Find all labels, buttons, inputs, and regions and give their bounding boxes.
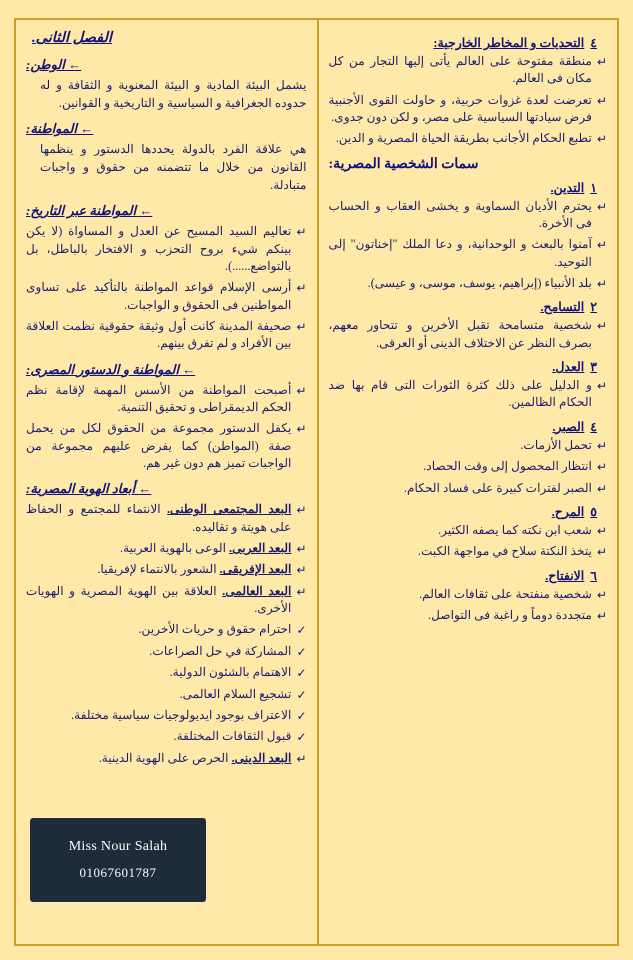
bullet-icon: ↵ bbox=[296, 320, 307, 335]
bullet-icon: ↵ bbox=[296, 751, 307, 766]
arrow-icon: ← bbox=[68, 57, 82, 72]
arrow-icon: ← bbox=[80, 121, 94, 137]
bullet-icon: ↵ bbox=[596, 523, 607, 538]
list-item: ↵ انتظار المحصول إلى وقت الحصاد. bbox=[329, 458, 608, 475]
list-item: ✓ الاهتمام بالشئون الدولية. bbox=[26, 664, 307, 681]
list-item: ✓ الاعتراف بوجود ايديولوجيات سياسية مختلفة. bbox=[26, 707, 307, 724]
trait-points-2 bbox=[329, 317, 608, 352]
list-item: ↵ و الدليل على ذلك كثرة الثورات التى قام بها ضد الحكام الظالمين. bbox=[328, 378, 607, 410]
trait-heading-5: ٥ المرح. bbox=[551, 504, 597, 519]
bullet-icon: ↵ bbox=[596, 277, 607, 292]
section-heading-history: ← المواطنة عبر التاريخ: bbox=[26, 203, 153, 219]
trait-heading-4: ٤ الصبر. bbox=[552, 419, 597, 434]
arrow-icon: ← bbox=[139, 203, 153, 219]
bullet-icon: ↵ bbox=[596, 319, 607, 334]
list-item: ↵ البعد المجتمعى الوطنى. الانتماء للمجتمع و الحفاظ على هويتة و تقاليده. bbox=[26, 502, 307, 534]
list-item: ↵ الصبر لفترات كبيرة على فساد الحكام. bbox=[329, 480, 608, 497]
bullet-icon: ↵ bbox=[596, 238, 607, 253]
bullet-icon: ↵ bbox=[296, 584, 307, 599]
bullet-icon: ↵ bbox=[596, 587, 607, 602]
list-item: ✓ تشجيع السلام العالمى. bbox=[26, 686, 307, 703]
bullet-icon: ↵ bbox=[596, 132, 607, 147]
list-item: ✓ احترام حقوق و حريات الأخرين. bbox=[26, 621, 307, 638]
list-item: ↵ تعاليم السيد المسيح عن العدل و المساواة (لا يكن بينكم شيء بروح التحزب و الافتخار بالباطل، بل بالتواضع......). bbox=[26, 224, 307, 274]
trait-heading-6: ٦ الانفتاح. bbox=[545, 568, 597, 583]
list-item: ↵ البعد العالمى. العلاقة بين الهوية المصرية و الهويات الأخرى. bbox=[26, 583, 307, 616]
list-item: ↵ صحيفة المدينة كانت أول وثيقة حقوقية نظمت العلاقة بين الأفراد و لم تفرق بينهم. bbox=[26, 319, 307, 351]
bullet-icon: ↵ bbox=[296, 422, 307, 437]
list-item: ✓ قبول الثقافات المختلفة. bbox=[26, 728, 307, 745]
list-item: ↵ بلد الأنبياء (إبراهيم، يوسف، موسى، و عيسى). bbox=[329, 275, 608, 292]
bullet-icon: ↵ bbox=[296, 563, 307, 578]
bullet-icon: ↵ bbox=[596, 545, 607, 560]
bullet-icon: ↵ bbox=[596, 93, 607, 108]
trait-heading-3: ٣ العدل. bbox=[552, 360, 597, 375]
list-item: ↵ منطقة مفتوحة على العالم يأتى إليها التجار من كل مكان فى العالم. bbox=[328, 54, 607, 86]
identity-last-list bbox=[26, 750, 307, 767]
check-icon: ✓ bbox=[296, 666, 307, 681]
bullet-icon: ↵ bbox=[296, 503, 307, 518]
constitution-list bbox=[26, 382, 307, 473]
list-item: ✓ المشاركة في حل الصراعات. bbox=[26, 643, 307, 660]
arrow-icon: ← bbox=[138, 481, 152, 497]
list-item: ↵ يكفل الدستور مجموعة من الحقوق لكل من يحمل صفة (المواطن) كما يفرض عليهم مجموعة من الواجبات تميز هم دون غير هم. bbox=[26, 421, 307, 471]
section-heading-muwatana: ← المواطنة: bbox=[26, 121, 94, 137]
section-heading-identity: ← أبعاد الهوية المصرية: bbox=[26, 481, 152, 497]
section-heading-constitution: ← المواطنة و الدستور المصرى: bbox=[26, 361, 196, 377]
list-item: ↵ متجددة دوماً و راغبة فى التواصل. bbox=[329, 607, 608, 624]
section-label: التحديات و المخاطر الخارجية: bbox=[433, 36, 585, 50]
bullet-icon: ↵ bbox=[596, 55, 607, 69]
bullet-icon: ↵ bbox=[596, 481, 607, 496]
list-item: ↵ شخصية منفتحة على ثقافات العالم. bbox=[329, 586, 608, 603]
section-challenges-heading bbox=[329, 35, 598, 51]
list-item: ↵ البعد العربى. الوعى بالهوية العربية. bbox=[26, 540, 307, 557]
check-icon: ✓ bbox=[296, 644, 307, 659]
history-list bbox=[26, 223, 307, 352]
list-item: ↵ تطبع الحكام الأجانب بطريقة الحياة المصرية و الدين. bbox=[329, 130, 608, 147]
trait-heading-1: ١ التدين. bbox=[550, 180, 597, 195]
list-item: ↵ يحترم الأديان السماوية و يخشى العقاب و الحساب فى الأخرة. bbox=[328, 198, 607, 231]
check-icon: ✓ bbox=[296, 687, 307, 702]
tick-list bbox=[26, 621, 307, 745]
page-title: الفصل الثانى. bbox=[32, 30, 112, 46]
trait-points-5 bbox=[329, 522, 608, 561]
bullet-icon: ↵ bbox=[596, 438, 607, 453]
two-column-sheet bbox=[14, 18, 619, 946]
identity-list bbox=[26, 501, 307, 617]
section-body-muwatana: هي علاقة الفرد بالدولة يحددها الدستور و ينظمها القانون من خلال ما تتضمنه من حقوق و واجبات متبادلة. bbox=[40, 142, 307, 192]
list-item: ↵ البعد الدينى. الحرص على الهوية الدينية. bbox=[26, 750, 307, 767]
trait-points-1 bbox=[329, 198, 608, 293]
bullet-icon: ↵ bbox=[596, 609, 607, 624]
section-number: ٤ bbox=[590, 36, 597, 50]
bullet-icon: ↵ bbox=[296, 281, 307, 296]
challenges-list bbox=[329, 53, 608, 148]
list-item: ↵ تحمل الأزمات. bbox=[329, 437, 608, 454]
bullet-icon: ↵ bbox=[596, 199, 607, 214]
list-item: ↵ تعرضت لعدة غزوات حربية، و حاولت القوى الأجنبية فرض سيادتها السياسية على مصر، و لكن دون جدوى. bbox=[328, 92, 607, 124]
trait-heading-2: ٢ التسامح. bbox=[540, 300, 597, 315]
bullet-icon: ↵ bbox=[596, 379, 607, 394]
check-icon: ✓ bbox=[296, 709, 307, 724]
right-column: ٤ التحديات و المخاطر الخارجية: ↵ منطقة مفتوحة على العالم يأتى إليها التجار من كل مكان فى العالم. ↵ تعرضت لعدة غزوات حربية، و حاولت القوى الأجنبية فرض سيادتها السياسية على مصر، و لكن دون جدوى. ↵ تطبع الحكام الأجانب بطريقة الحياة المصرية و الدين. سمات الشخصية المصرية: ١ التدين. ↵ يحترم الأديان السماوية و يخشى العقاب و الحساب فى الأخرة. ↵ آمنوا بالبعث و الوحدانية، و دعا الملك "إخناتون" إلى التوحيد. ↵ بلد الأنبياء (إبراهيم، يوسف، موسى، و عيسى). ٢ التسامح. ↵ شخصية متسامحة تقبل الأخرين و تتحاور معهم، بصرف النظر عن الاختلاف الدينى أو العرقى. ٣ العدل. ↵ و الدليل على ذلك كثرة الثورات التى قام بها ضد الحكام الظالمين. ٤ الصبر. ↵ تحمل الأزمات. ↵ انتظار المحصول إلى وقت الحصاد. ↵ الصبر لفترات كبيرة على فساد الحكام. ٥ المرح. ↵ شعب ابن نكته كما يصفه الكثير. ↵ يتخذ النكتة سلاح في مواجهة الكبت. ٦ الانفتاح. ↵ شخصية منفتحة على ثقافات العالم. ↵ متجددة دوماً و راغبة فى التواصل. Miss Nour Salah 01067601787 bbox=[317, 20, 618, 944]
trait-points-3 bbox=[329, 377, 608, 412]
bullet-icon: ↵ bbox=[596, 460, 607, 475]
trait-points-6 bbox=[329, 586, 608, 625]
left-column bbox=[16, 20, 317, 944]
section-body-watan: يشمل البيئة المادية و البيئة المعنوية و الثقافة و له حدوده الجغرافية و السياسية و التاريخية و القوانين. bbox=[40, 78, 307, 110]
bullet-icon: ↵ bbox=[296, 542, 307, 557]
list-item: ↵ شعب ابن نكته كما يصفه الكثير. bbox=[329, 522, 608, 539]
traits-heading: سمات الشخصية المصرية: bbox=[328, 156, 479, 172]
list-item: ↵ أصبحت المواطنة من الأسس المهمة لإقامة نظم الحكم الديمقراطى و تحقيق التنمية. bbox=[26, 382, 307, 415]
section-heading-watan: ← الوطن: bbox=[26, 57, 82, 72]
list-item: ↵ شخصية متسامحة تقبل الأخرين و تتحاور معهم، بصرف النظر عن الاختلاف الدينى أو العرقى. bbox=[328, 318, 607, 350]
bullet-icon: ↵ bbox=[296, 225, 307, 240]
check-icon: ✓ bbox=[296, 730, 307, 745]
trait-points-4 bbox=[329, 437, 608, 497]
list-item: ↵ البعد الإفريقى. الشعور بالانتماء لإفريقيا. bbox=[26, 561, 307, 578]
arrow-icon: ← bbox=[182, 361, 196, 377]
list-item: ↵ أرسى الإسلام قواعد المواطنة بالتأكيد على تساوى المواطنين فى الحقوق و الواجبات. bbox=[26, 280, 307, 312]
list-item: ↵ آمنوا بالبعث و الوحدانية، و دعا الملك "إخناتون" إلى التوحيد. bbox=[328, 237, 607, 269]
list-item: ↵ يتخذ النكتة سلاح في مواجهة الكبت. bbox=[329, 543, 608, 560]
check-icon: ✓ bbox=[296, 623, 307, 638]
bullet-icon: ↵ bbox=[296, 383, 307, 398]
